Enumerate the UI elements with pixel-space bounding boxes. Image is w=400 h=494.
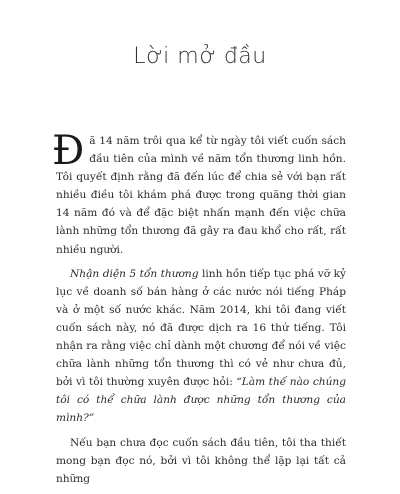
- paragraph-2: [56, 265, 346, 428]
- paragraph-2-text: linh hồn tiếp tục phá vỡ kỷ lục về doanh số bán hàng ở các nước nói tiếng Pháp và ở một số nước khác. Năm 2014, khi tôi đang viết cuốn sách này, nó đã được dịch ra 16 thứ tiếng. Tôi nhận ra rằng việc chỉ dành một chương để nói về việc chữa lành những tổn thương thì có vẻ như chưa đủ, bởi vì tôi thường xuyên được hỏi:: [56, 267, 346, 389]
- chapter-title: Lời mở đầu: [133, 44, 267, 69]
- reader-question-quote: “Làm thế nào chúng tôi có thể chữa lành được những tổn thương của mình?”: [56, 376, 346, 425]
- body-text: [52, 128, 346, 494]
- paragraph-3: [56, 434, 346, 488]
- paragraph-1-text: ã 14 năm trôi qua kể từ ngày tôi viết cuốn sách đầu tiên của mình về năm tổn thương linh hồn. Tôi quyết định rằng đã đến lúc để chia sẻ với bạn rất nhiều điều tôi khám phá được trong quãng thời gian 14 năm đó và để đặc biệt nhấn mạnh đến việc chữa lành những tổn thương đã gây ra đau khổ cho rất, rất nhiều người.: [56, 135, 346, 256]
- drop-cap: Đ: [52, 128, 85, 174]
- paragraph-1: [52, 128, 346, 259]
- book-title-italic: Nhận diện 5 tổn thương: [70, 267, 199, 280]
- paragraph-3-text: Nếu bạn chưa đọc cuốn sách đầu tiên, tôi tha thiết mong bạn đọc nó, bởi vì tôi không thể lặp lại tất cả những: [56, 436, 346, 485]
